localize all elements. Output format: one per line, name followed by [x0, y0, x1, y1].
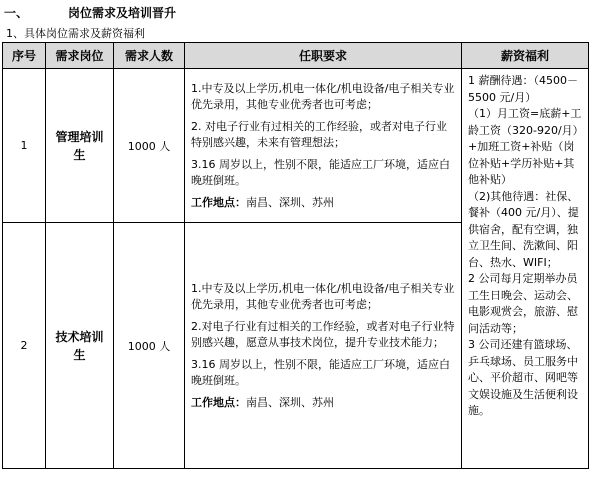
header-index: 序号	[3, 43, 46, 69]
work-location	[191, 195, 455, 211]
row-requirements	[185, 69, 462, 223]
benefit-item: 2 公司每月定期举办员工生日晚会、运动会、电影观赏会，旅游、慰问活动等；	[468, 272, 578, 335]
work-location-value: 南昌、深圳、苏州	[246, 395, 334, 409]
header-benefits: 薪资福利	[462, 43, 589, 69]
header-requirements: 任职要求	[185, 43, 462, 69]
section-heading	[4, 4, 176, 21]
table-header-row	[3, 43, 589, 69]
header-count: 需求人数	[114, 43, 185, 69]
row-requirements	[185, 223, 462, 469]
work-location-value: 南昌、深圳、苏州	[246, 195, 334, 209]
section-title: 岗位需求及培训晋升	[68, 6, 177, 20]
requirement-item: 3.16 周岁以上，性别不限，能适应工厂环境，适应白晚班倒班。	[191, 357, 450, 387]
work-location-label: 工作地点：	[191, 395, 246, 409]
requirement-item: 1.中专及以上学历,机电一体化/机电设备/电子相关专业优先录用，其他专业优秀者也可考虑；	[191, 281, 455, 311]
requirement-item: 1.中专及以上学历,机电一体化/机电设备/电子相关专业优先录用，其他专业优秀者也可考虑；	[191, 81, 455, 111]
benefit-item: （2)其他待遇：社保、餐补（400 元/月）、提供宿舍，配有空调，独立卫生间、洗漱间、阳台、热水、WIFI；	[468, 189, 579, 269]
row-position: 管理培训生	[46, 69, 114, 223]
row-index: 1	[3, 69, 46, 223]
benefit-item: 1 薪酬待遇：（4500－5500 元/月）	[468, 74, 578, 104]
section-number: 一、	[4, 6, 29, 20]
benefit-item: （1）月工资=底薪+工龄工资（320-920/月）+加班工资+补贴（岗位补贴+学历补贴+其他补贴）	[468, 107, 582, 186]
table-row	[3, 69, 589, 223]
work-location-label: 工作地点：	[191, 195, 246, 209]
subsection-heading: 1、具体岗位需求及薪资福利	[6, 27, 145, 40]
requirement-item: 3.16 周岁以上，性别不限，能适应工厂环境，适应白晚班倒班。	[191, 157, 450, 187]
row-count: 1000 人	[114, 223, 185, 469]
work-location	[191, 395, 455, 411]
requirement-item: 2. 对电子行业有过相关的工作经验，或者对电子行业特别感兴趣，未来有管理想法；	[191, 119, 447, 149]
header-position: 需求岗位	[46, 43, 114, 69]
row-position: 技术培训生	[46, 223, 114, 469]
benefit-item: 3 公司还建有篮球场、乒乓球场、员工服务中心、平价超市、网吧等文娱设施及生活便利设施。	[468, 338, 578, 417]
row-count: 1000 人	[114, 69, 185, 223]
benefits-cell	[462, 69, 589, 469]
requirement-item: 2.对电子行业有过相关的工作经验，或者对电子行业特别感兴趣，愿意从事技术岗位，提升专业技术能力；	[191, 319, 455, 349]
jobs-table	[2, 42, 589, 469]
row-index: 2	[3, 223, 46, 469]
